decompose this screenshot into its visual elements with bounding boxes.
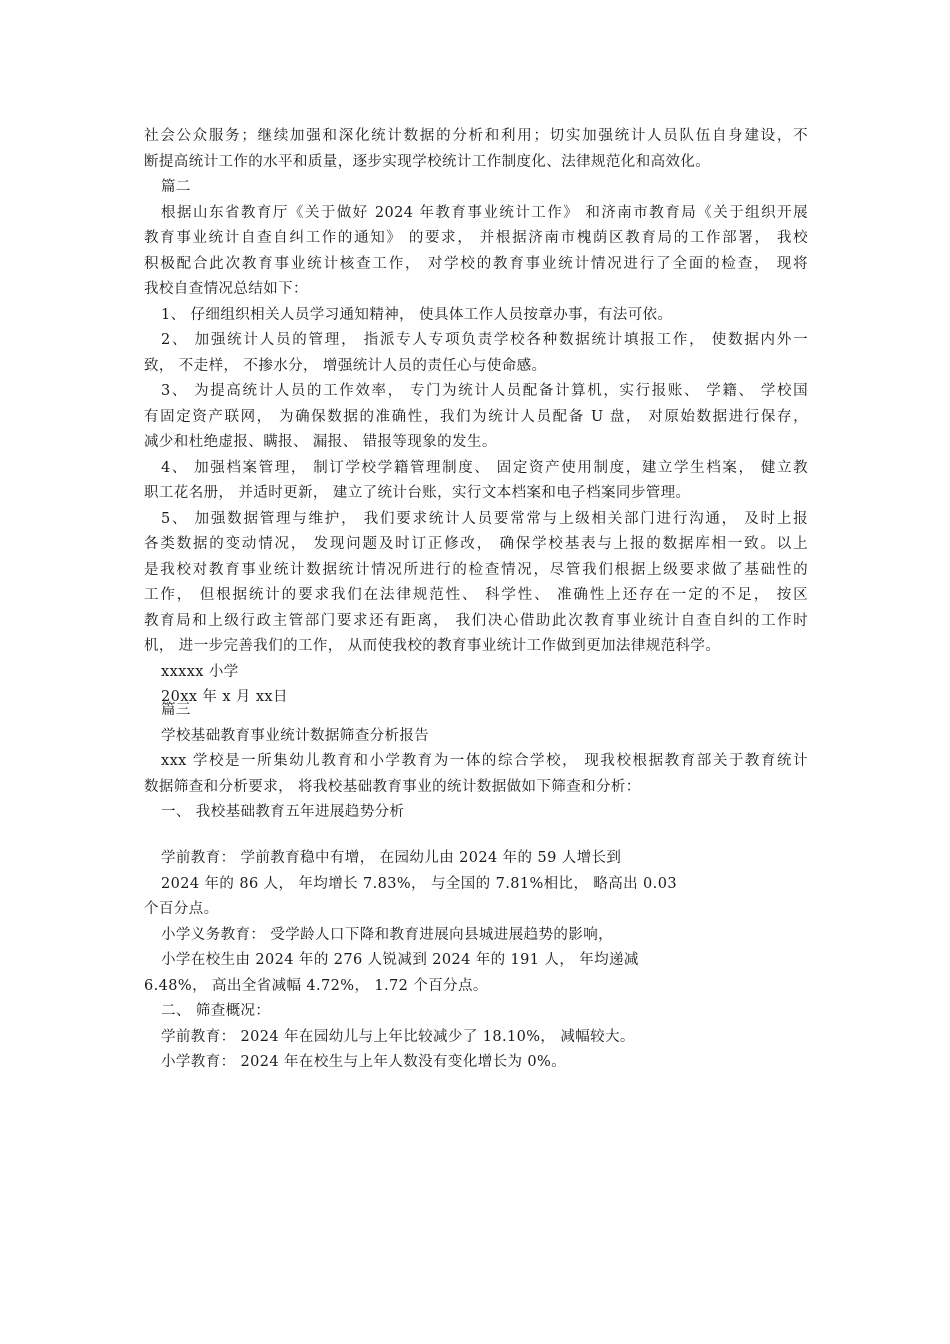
paragraph-report-intro [144,749,808,800]
section-title: 篇二 [161,179,191,195]
text-line: 3、 为提高统计人员的工作效率， 专门为统计人员配备计算机，实行报账、 学籍、 学校国 [161,383,808,399]
section-title: 篇三 [161,702,191,718]
paragraph-primary-trend [144,923,808,1000]
text-line: 断提高统计工作的水平和质量，逐步实现学校统计工作制度化、法律规范化和高效化。 [144,153,711,170]
text-line: 我校自查情况总结如下： [144,281,308,297]
screening-primary: 小学教育： 2024 年在校生与上年人数没有变化增长为 0%。 [161,1054,567,1070]
text-line: 社会公众服务；继续加强和深化统计数据的分析和利用；切实加强统计人员队伍自身建设，不 [144,128,808,144]
text-line: 4、 加强档案管理， 制订学校学籍管理制度、 固定资产使用制度，建立学生档案， 健立教 [161,459,808,476]
text-line: xxx 学校是一所集幼儿教育和小学教育为一体的综合学校， 现我校根据教育部关于教育统计 [161,753,808,769]
text-line: 机， 进一步完善我们的工作， 从而使我校的教育事业统计工作做到更加法律规范科学。 [144,638,721,654]
signature-school: xxxxx 小学 [161,663,239,680]
section-3 [144,698,808,826]
text-line: 小学义务教育： 受学龄人口下降和教育进展向县城进展趋势的影响， [161,926,614,943]
section-2 [144,175,808,711]
text-line: 数据筛查和分析要求， 将我校基础教育事业的统计数据做如下筛查和分析： [144,778,641,795]
text-line: 有固定资产联网， 为确保数据的准确性，我们为统计人员配备 U 盘， 对原始数据进行保存， [144,408,808,425]
list-item-1 [144,303,808,329]
text-line: 教育局和上级行政主管部门要求还有距离， 我们决心借助此次教育事业统计自查自纠的工作时 [144,612,808,629]
text-line: 积极配合此次教育事业统计核查工作， 对学校的教育事业统计情况进行了全面的检查， 现将 [144,255,808,272]
list-item-4 [144,456,808,507]
list-item-2 [144,328,808,379]
text-line: 2024 年的 86 人， 年均增长 7.83%， 与全国的 7.81%相比， 略高出 0.03 [161,875,677,892]
text-line: 根据山东省教育厅《关于做好 2024 年教育事业统计工作》 和济南市教育局《关于组织开展 [161,204,808,221]
text-line: 个百分点。 [144,901,219,917]
paragraph-preschool-trend [144,846,808,923]
text-line: 各类数据的变动情况， 发现问题及时订正修改， 确保学校基表与上报的数据库相一致。以上 [144,536,808,552]
list-item-5 [144,507,808,660]
text-line: 教育事业统计自查自纠工作的通知》 的要求， 并根据济南市槐荫区教育局的工作部署， 我校 [144,230,808,246]
paragraph-intro [144,201,808,303]
text-line: 是我校对教育事业统计数据统计情况所进行的检查情况，尽管我们根据上级要求做了基础性的 [144,561,808,578]
section-3-body [144,846,808,1076]
text-line: 职工花名册， 并适时更新， 建立了统计台账，实行文本档案和电子档案同步管理。 [144,485,691,501]
heading-trend-analysis: 一、 我校基础教育五年进展趋势分析 [161,804,405,820]
text-line: 工作， 但根据统计的要求我们在法律规范性、 科学性、 准确性上还存在一定的不足， 按区 [144,587,808,603]
text-line: 学前教育： 学前教育稳中有增， 在园幼儿由 2024 年的 59 人增长到 [161,850,622,866]
text-line: 小学在校生由 2024 年的 276 人锐减到 2024 年的 191 人， 年均递减 [161,952,639,968]
text-line: 减少和杜绝虚报、瞒报、 漏报、 错报等现象的发生。 [144,434,497,450]
heading-screening-overview: 二、 筛查概况： [161,1003,271,1019]
screening-preschool: 学前教育： 2024 年在园幼儿与上年比较减少了 18.10%， 减幅较大。 [161,1028,635,1045]
text-line: 1、 仔细组织相关人员学习通知精神， 使具体工作人员按章办事，有法可依。 [161,306,673,323]
list-item-3 [144,379,808,456]
text-line: 2、 加强统计人员的管理， 指派专人专项负责学校各种数据统计填报工作， 使数据内外一 [161,332,808,348]
report-title: 学校基础教育事业统计数据筛查分析报告 [161,727,430,744]
text-line: 6.48%， 高出全省减幅 4.72%， 1.72 个百分点。 [144,977,488,994]
text-line: 5、 加强数据管理与维护， 我们要求统计人员要常常与上级相关部门进行沟通， 及时上报 [161,510,808,527]
signature-date: 20xx 年 x 月 xx日 [161,689,288,705]
text-line: 致， 不走样， 不掺水分， 增强统计人员的责任心与使命感。 [144,357,547,374]
paragraph-public-service [144,124,808,175]
